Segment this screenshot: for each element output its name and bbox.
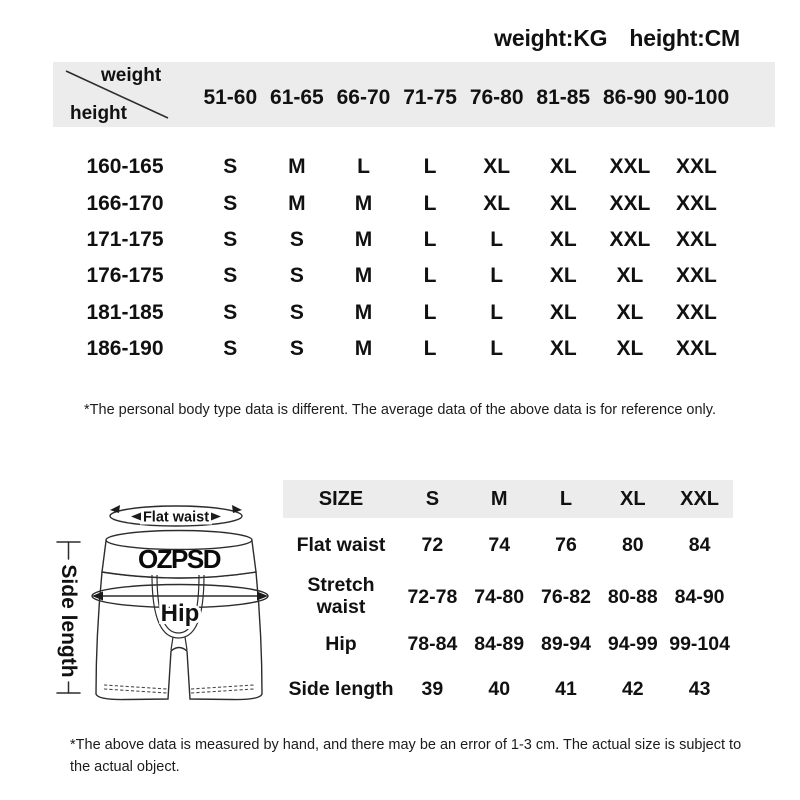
- side-length-label: Side length: [57, 564, 80, 678]
- corner-height-label: height: [70, 103, 127, 124]
- measure-cell: 84-90: [674, 585, 725, 608]
- size-cell: XXL: [676, 300, 717, 324]
- size-cell: XL: [549, 264, 577, 288]
- measure-cell: 76: [555, 533, 577, 556]
- size-cell: M: [288, 191, 306, 215]
- column-header: 66-70: [336, 85, 391, 109]
- size-chart-header: [53, 62, 775, 127]
- size-cell: L: [423, 264, 437, 288]
- size-cell: M: [288, 155, 306, 179]
- arrow-left-icon: [131, 513, 141, 521]
- column-header: 61-65: [270, 85, 324, 109]
- column-header: XL: [620, 487, 646, 510]
- row-header: 181-185: [86, 300, 164, 324]
- boxer-body-outline: [96, 572, 262, 700]
- column-header: M: [490, 487, 508, 510]
- size-cell: L: [490, 300, 504, 324]
- size-cell: XXL: [676, 191, 717, 215]
- arrow-right-icon: [257, 592, 268, 601]
- size-cell: XXL: [609, 191, 651, 215]
- row-header: Stretch waist: [307, 574, 375, 618]
- measurements-header: [283, 480, 733, 518]
- size-cell: L: [423, 337, 437, 361]
- row-header: Hip: [325, 633, 357, 655]
- size-cell: XL: [616, 337, 644, 361]
- measure-cell: 78-84: [407, 633, 458, 655]
- column-header: 81-85: [536, 85, 591, 109]
- measurements-body: [283, 518, 733, 712]
- measure-cell: 40: [488, 678, 511, 700]
- size-cell: M: [354, 227, 373, 251]
- size-cell: XL: [549, 337, 577, 361]
- size-cell: L: [490, 264, 504, 288]
- row-header: 160-165: [86, 155, 164, 179]
- weight-column-headers: [197, 62, 730, 127]
- size-cell: XL: [549, 155, 577, 179]
- column-header: 90-100: [663, 85, 730, 109]
- size-cell: S: [223, 155, 238, 179]
- size-cell: XXL: [609, 155, 651, 179]
- size-cell: XXL: [609, 227, 651, 251]
- size-cell: S: [223, 227, 238, 251]
- size-cell: S: [289, 227, 304, 251]
- measure-cell: 89-94: [541, 633, 591, 655]
- measure-cell: 80-88: [607, 585, 658, 608]
- units-row: [494, 25, 740, 52]
- size-cell: XL: [549, 227, 577, 251]
- size-cell: L: [490, 227, 504, 251]
- measure-cell: 94-99: [607, 633, 658, 655]
- corner-weight-label: weight: [101, 65, 162, 86]
- size-cell: XL: [483, 155, 511, 179]
- row-header: 171-175: [86, 227, 164, 251]
- measurement-error-note: *The above data is measured by hand, and there may be an error of 1-3 cm. The actual size is subject to the actual object.: [70, 737, 742, 775]
- column-header: L: [559, 487, 573, 510]
- arrow-left-icon: [92, 592, 103, 601]
- column-header: SIZE: [318, 487, 364, 510]
- size-cell: M: [354, 264, 373, 288]
- size-cell: S: [289, 264, 304, 288]
- size-cell: XL: [616, 300, 644, 324]
- size-cell: XXL: [676, 227, 717, 251]
- size-cell: S: [223, 191, 238, 215]
- measure-cell: 43: [688, 678, 711, 700]
- arrow-right-icon: [211, 513, 221, 521]
- brand-logo: OZPSD: [137, 544, 221, 574]
- flat-waist-label: Flat waist: [142, 509, 210, 526]
- size-cell: L: [423, 227, 437, 251]
- size-cell: L: [490, 337, 504, 361]
- size-cell: XXL: [676, 155, 717, 179]
- row-header: 166-170: [86, 191, 164, 215]
- measure-cell: 42: [621, 678, 644, 700]
- column-header: S: [425, 487, 440, 510]
- size-cell: M: [354, 191, 373, 215]
- size-cell: S: [223, 337, 238, 361]
- measure-cell: 84-89: [474, 633, 525, 655]
- column-header: 71-75: [403, 85, 457, 109]
- measure-cell: 80: [621, 533, 644, 556]
- size-cell: S: [289, 300, 304, 324]
- size-cell: S: [289, 337, 304, 361]
- corner-cell: [53, 62, 197, 127]
- reference-note: *The personal body type data is different. The average data of the above data is for reference only.: [84, 402, 716, 418]
- measure-cell: 74: [488, 533, 511, 556]
- size-cell: XL: [616, 264, 644, 288]
- size-cell: XL: [483, 191, 511, 215]
- size-cell: XL: [549, 300, 577, 324]
- height-unit-label: height:CM: [629, 25, 740, 51]
- row-header: 176-175: [86, 264, 164, 288]
- measure-cell: 99-104: [669, 633, 730, 655]
- column-header: XXL: [680, 487, 720, 510]
- size-cell: S: [223, 264, 238, 288]
- measure-cell: 74-80: [474, 585, 525, 608]
- size-cell: XL: [549, 191, 577, 215]
- measure-cell: 76-82: [541, 585, 591, 608]
- weight-unit-label: weight:KG: [494, 25, 608, 51]
- column-header: 86-90: [603, 85, 657, 109]
- column-header: 51-60: [203, 85, 258, 109]
- size-cell: M: [354, 300, 373, 324]
- boxer-illustration: [40, 495, 290, 725]
- size-cell: L: [423, 155, 437, 179]
- size-chart-body: [53, 149, 730, 367]
- size-cell: L: [357, 155, 370, 179]
- measure-cell: 84: [688, 533, 711, 556]
- size-cell: L: [423, 191, 437, 215]
- size-cell: L: [423, 300, 437, 324]
- size-cell: XXL: [676, 264, 717, 288]
- measure-cell: 72-78: [407, 585, 458, 608]
- size-cell: XXL: [676, 337, 717, 361]
- column-header: 76-80: [469, 85, 524, 109]
- row-header: Side length: [288, 678, 394, 700]
- measure-cell: 39: [421, 678, 444, 700]
- boxer-diagram: [40, 495, 290, 725]
- hip-label: Hip: [160, 600, 200, 627]
- measure-cell: 41: [555, 678, 577, 700]
- size-cell: S: [223, 300, 238, 324]
- row-header: Flat waist: [296, 533, 386, 556]
- measure-cell: 72: [421, 533, 444, 556]
- row-header: 186-190: [86, 337, 164, 361]
- size-cell: M: [354, 337, 373, 361]
